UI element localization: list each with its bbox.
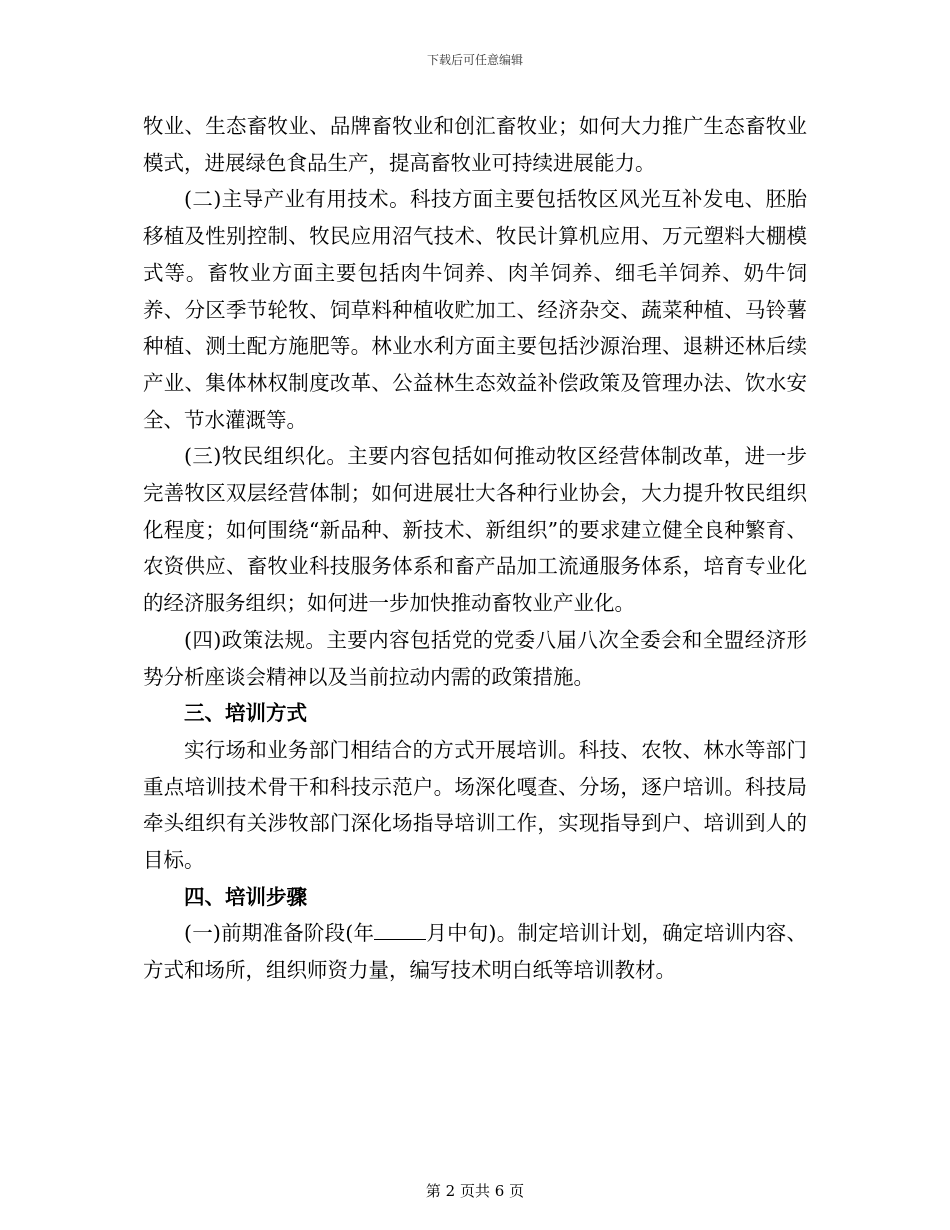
preparation-stage-text-start: (一)前期准备阶段(年 (184, 921, 375, 946)
paragraph-policies: (四)政策法规。主要内容包括党的党委八届八次全委会和全盟经济形势分析座谈会精神以及当前拉动内需的政策措施。 (143, 627, 807, 689)
fill-in-blank (374, 921, 426, 940)
heading-training-methods: 三、培训方式 (184, 701, 307, 726)
document-body (143, 108, 807, 989)
page-number: 第 2 页共 6 页 (425, 1182, 525, 1200)
preparation-stage-text-end: 月中旬)。制定培训计划，确定培训内容、方式和场所，组织师资力量，编写技术明白纸等培训教材。 (143, 921, 807, 983)
heading-training-steps: 四、培训步骤 (184, 884, 307, 909)
paragraph-herder-organization: (三)牧民组织化。主要内容包括如何推动牧区经营体制改革，进一步完善牧区双层经营体制；如何进展壮大各种行业协会，大力提升牧民组织化程度；如何围绕“新品种、新技术、新组织”的要求建立健全良种繁育、农资供应、畜牧业科技服务体系和畜产品加工流通服务体系，培育专业化的经济服务组织；如何进一步加快推动畜牧业产业化。 (143, 444, 807, 616)
paragraph-training-methods: 实行场和业务部门相结合的方式开展培训。科技、农牧、林水等部门重点培训技术骨干和科技示范户。场深化嘎查、分场，逐户培训。科技局牵头组织有关涉牧部门深化场指导培训工作，实现指导到户、培训到人的目标。 (143, 737, 807, 873)
paragraph-preparation-stage (143, 915, 807, 988)
paragraph-key-technologies: (二)主导产业有用技术。科技方面主要包括牧区风光互补发电、胚胎移植及性别控制、牧民应用沼气技术、牧民计算机应用、万元塑料大棚模式等。畜牧业方面主要包括肉牛饲养、肉羊饲养、细毛羊饲养、奶牛饲养、分区季节轮牧、饲草料种植收贮加工、经济杂交、蔬菜种植、马铃薯种植、测土配方施肥等。林业水利方面主要包括沙源治理、退耕还林后续产业、集体林权制度改革、公益林生态效益补偿政策及管理办法、饮水安全、节水灌溉等。 (143, 187, 807, 432)
paragraph-continued: 牧业、生态畜牧业、品牌畜牧业和创汇畜牧业；如何大力推广生态畜牧业模式，进展绿色食品生产，提高畜牧业可持续进展能力。 (143, 114, 807, 175)
page-header: 下载后可任意编辑 (426, 53, 523, 67)
